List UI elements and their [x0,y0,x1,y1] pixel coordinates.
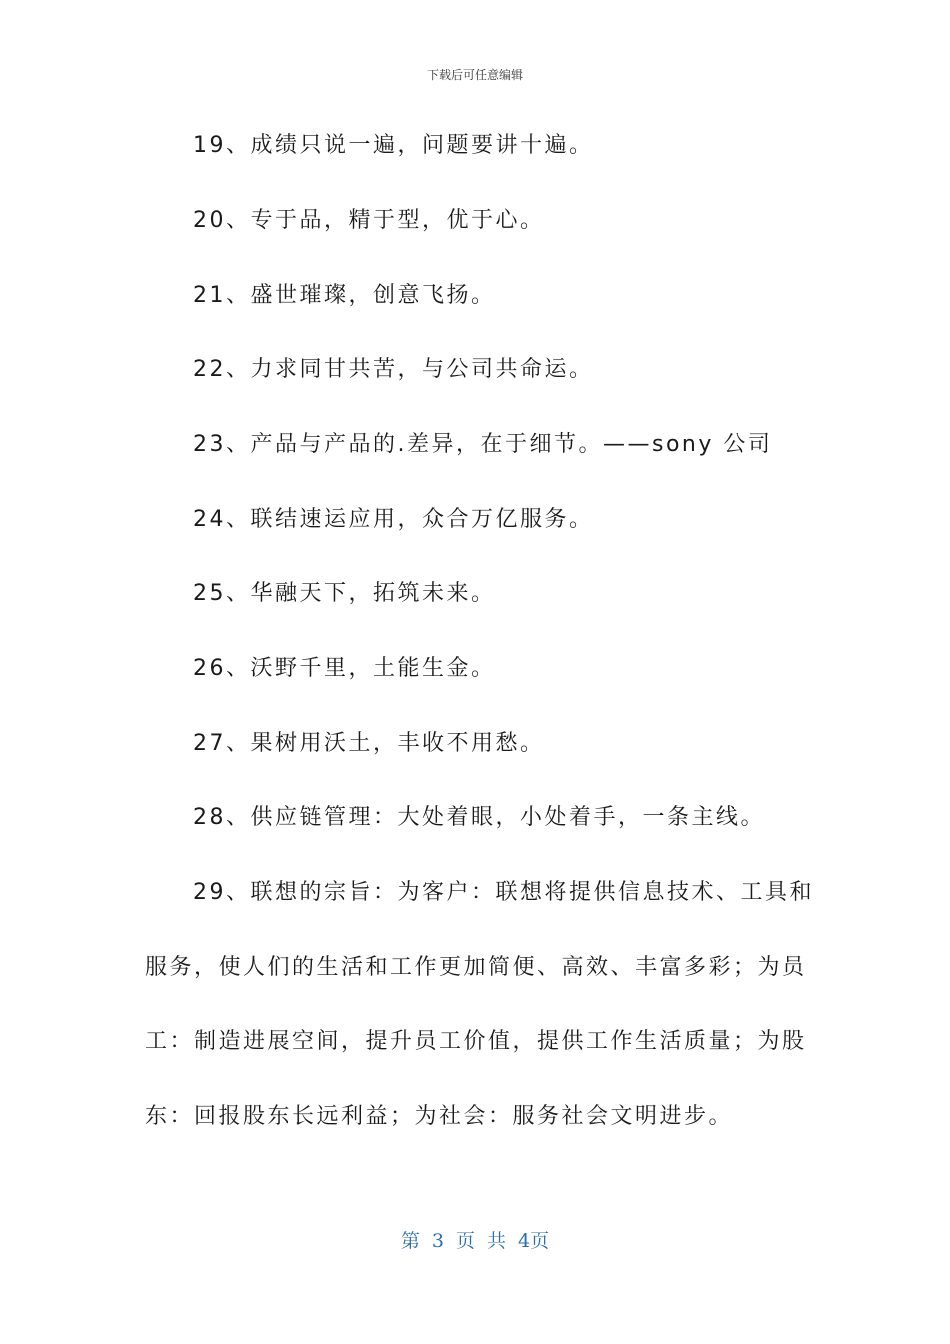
list-item: 23、产品与产品的.差异，在于细节。——sony 公司 [193,432,773,457]
list-item: 24、联结速运应用，众合万亿服务。 [193,507,594,532]
page-header: 下载后可任意编辑 [426,68,523,82]
list-item: 20、专于品，精于型，优于心。 [193,208,545,233]
footer-di: 第 [400,1230,420,1252]
list-item: 25、华融天下，拓筑未来。 [193,581,496,606]
page-footer [0,1226,950,1253]
footer-ye: 页 [455,1230,475,1252]
list-item: 19、成绩只说一遍，问题要讲十遍。 [193,133,594,158]
list-item: 21、盛世璀璨，创意飞扬。 [193,283,496,308]
paragraph-line: 工：制造进展空间，提升员工价值，提供工作生活质量；为股 [145,1029,807,1054]
paragraph-line: 东：回报股东长远利益；为社会：服务社会文明进步。 [145,1104,734,1129]
list-item: 27、果树用沃土，丰收不用愁。 [193,731,545,756]
footer-gong: 共 [487,1230,507,1252]
list-item: 26、沃野千里，土能生金。 [193,656,496,681]
paragraph-line: 29、联想的宗旨：为客户：联想将提供信息技术、工具和 [193,880,814,905]
list-item: 22、力求同甘共苦，与公司共命运。 [193,357,594,382]
footer-page-number: 3 [431,1230,444,1252]
list-item: 28、供应链管理：大处着眼，小处着手，一条主线。 [193,805,765,830]
footer-total-pages: 4页 [518,1230,550,1252]
paragraph-line: 服务，使人们的生活和工作更加简便、高效、丰富多彩；为员 [145,955,807,980]
